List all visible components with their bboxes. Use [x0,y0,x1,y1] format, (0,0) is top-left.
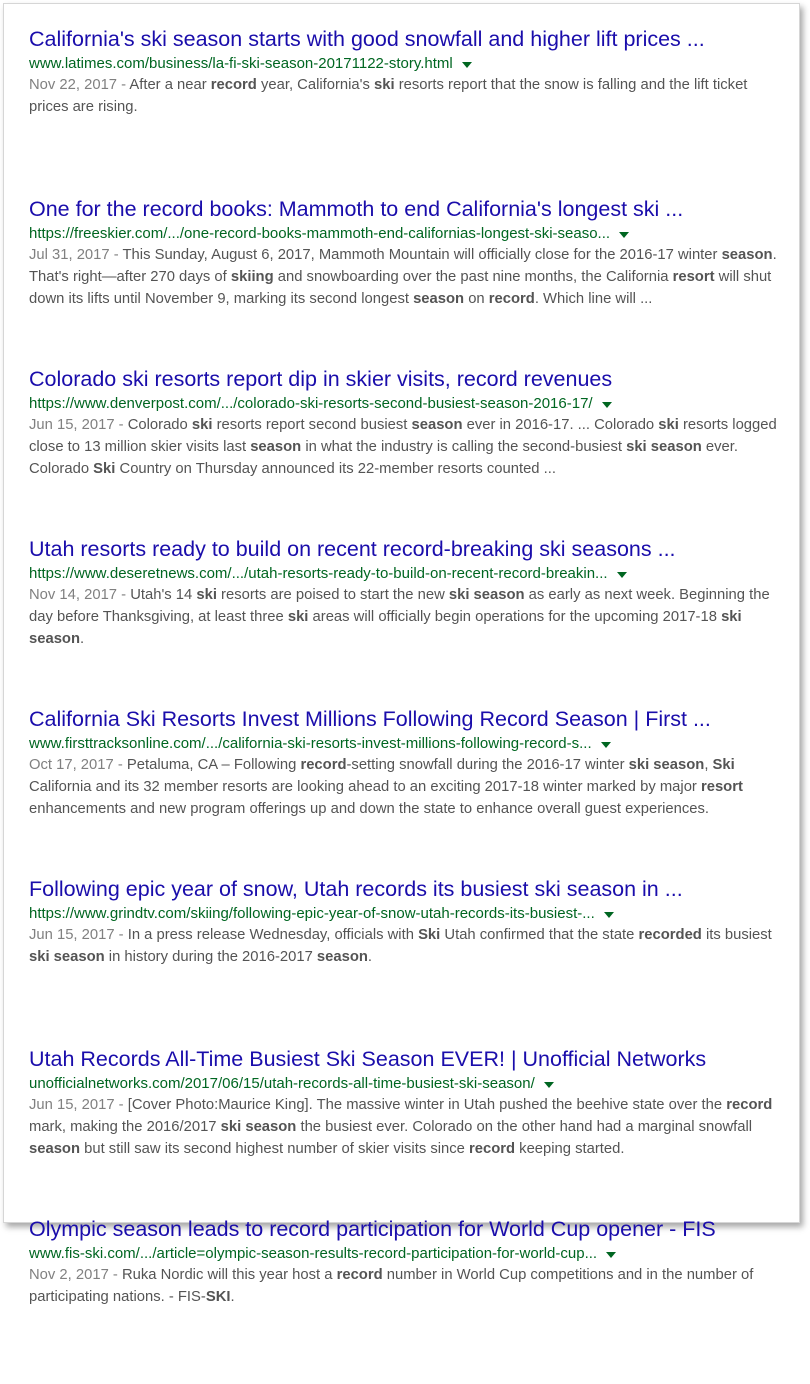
snippet-text: enhancements and new program offerings up and down the state to enhance overall guest experiences. [29,801,710,817]
snippet-text: After a near [129,77,211,93]
result-title-link[interactable]: California Ski Resorts Invest Millions Following Record Season | First ... [29,707,711,731]
result-url[interactable]: unofficialnetworks.com/2017/06/15/utah-records-all-time-busiest-ski-season/ [29,1075,535,1092]
result-url[interactable]: https://freeskier.com/.../one-record-books-mammoth-end-californias-longest-ski-seaso... [29,225,611,242]
snippet-text: resorts are poised to start the new [216,587,449,603]
result-date: Jun 15, 2017 - [29,1097,128,1113]
result-url-row [29,563,789,584]
snippet-text: Country on Thursday announced its 22-member resorts counted ... [115,461,556,477]
search-result [29,1214,789,1384]
result-date: Nov 2, 2017 - [29,1267,122,1283]
snippet-highlight: ski [196,587,217,603]
snippet-text: in what the industry is calling the second-busiest [301,439,627,455]
result-title-link[interactable]: Colorado ski resorts report dip in skier visits, record revenues [29,367,613,391]
snippet-text: [Cover Photo:Maurice King]. The massive winter in Utah pushed the beehive state over the [127,1097,727,1113]
result-url-row [29,223,789,244]
result-url-row [29,903,789,924]
snippet-text: In a press release Wednesday, officials with [127,927,419,943]
snippet-highlight: ski [287,609,309,625]
snippet-text: . [80,631,85,647]
search-result [29,364,789,534]
snippet-text: Ruka Nordic will this year host a [121,1267,337,1283]
snippet-highlight: Ski [418,927,441,943]
snippet-highlight: Ski [712,757,735,773]
snippet-text: . That's right—after 270 days of [29,247,777,285]
dropdown-arrow-icon[interactable] [617,572,627,578]
dropdown-arrow-icon[interactable] [606,1252,616,1258]
result-title-link[interactable]: One for the record books: Mammoth to end California's longest ski ... [29,197,684,221]
snippet-highlight: record [469,1141,516,1157]
snippet-highlight: ski [374,77,395,93]
snippet-text: the busiest ever. Colorado on the other hand had a marginal snowfall [296,1119,753,1135]
snippet-highlight: ski season [628,757,705,773]
snippet-highlight: ski season [626,439,702,455]
search-result [29,1044,789,1214]
result-snippet [29,754,789,820]
result-snippet [29,584,789,650]
snippet-text: but still saw its second highest number of skier visits since [80,1141,469,1157]
snippet-highlight: resort [700,779,743,795]
snippet-text: California and its 32 member resorts are looking ahead to an exciting 2017-18 winter marked by major [29,779,701,795]
snippet-text: Petaluma, CA – Following [126,757,301,773]
snippet-highlight: Ski [93,461,116,477]
snippet-highlight: recorded [638,927,702,943]
result-date: Nov 22, 2017 - [29,77,130,93]
snippet-text: mark, making the 2016/2017 [29,1119,221,1135]
dropdown-arrow-icon[interactable] [544,1082,554,1088]
result-date: Nov 14, 2017 - [29,587,131,603]
snippet-highlight: season [413,291,465,307]
snippet-text: on [464,291,489,307]
result-date: Jul 31, 2017 - [29,247,123,263]
result-snippet [29,1094,789,1160]
snippet-text: keeping started. [515,1141,625,1157]
snippet-text: , [704,757,713,773]
snippet-text: its busiest [701,927,772,943]
results-list [29,24,789,1384]
snippet-highlight: season [721,247,773,263]
snippet-highlight: resort [672,269,715,285]
result-url-row [29,53,789,74]
result-url[interactable]: www.firsttracksonline.com/.../california-ski-resorts-invest-millions-following-record-s... [29,735,592,752]
dropdown-arrow-icon[interactable] [462,62,472,68]
snippet-text: resorts report second busiest [212,417,412,433]
snippet-text: number in World Cup competitions and in the number of participating nations. - FIS- [29,1267,754,1305]
snippet-text: resorts report that the snow is falling and the lift ticket prices are rising. [29,77,748,115]
search-result [29,24,789,194]
snippet-text: Colorado [127,417,192,433]
result-date: Jun 15, 2017 - [29,927,128,943]
snippet-text: areas will officially begin operations for the upcoming 2017-18 [308,609,722,625]
search-result [29,704,789,874]
search-result [29,874,789,1044]
snippet-highlight: season [29,1141,80,1157]
snippet-highlight: ski season [220,1119,297,1135]
snippet-highlight: ski [658,417,679,433]
snippet-highlight: SKI [205,1289,231,1305]
search-results-panel [3,3,800,1305]
snippet-text: . Which line will ... [534,291,653,307]
snippet-highlight: record [210,77,257,93]
snippet-text: Utah confirmed that the state [440,927,639,943]
snippet-highlight: ski [191,417,213,433]
snippet-highlight: season [411,417,463,433]
result-title-link[interactable]: Following epic year of snow, Utah records its busiest ski season in ... [29,877,683,901]
snippet-text: Utah's 14 [130,587,197,603]
result-snippet [29,924,789,968]
snippet-highlight: record [488,291,535,307]
result-snippet [29,414,789,480]
dropdown-arrow-icon[interactable] [602,402,612,408]
snippet-text: This Sunday, August 6, 2017, Mammoth Mountain will officially close for the 2016-17 winter [122,247,722,263]
search-result [29,194,789,364]
snippet-text: resorts logged close to 13 million skier visits last [29,417,777,455]
snippet-text: . [230,1289,235,1305]
result-url-row [29,733,789,754]
result-snippet [29,74,789,118]
snippet-text: . [367,949,373,965]
result-url[interactable]: https://www.grindtv.com/skiing/following-epic-year-of-snow-utah-records-its-busiest-... [29,905,595,922]
result-url-row [29,1073,789,1094]
snippet-text: year, California's [256,77,374,93]
snippet-text: will shut down its lifts until November 9, marking its second longest [29,269,772,307]
snippet-highlight: record [336,1267,383,1283]
snippet-highlight: record [300,757,347,773]
snippet-highlight: season [316,949,368,965]
snippet-highlight: ski season [448,587,525,603]
snippet-text: -setting snowfall during the 2016-17 winter [346,757,629,773]
snippet-text: ever in 2016-17. ... Colorado [462,417,659,433]
dropdown-arrow-icon[interactable] [601,742,611,748]
snippet-text: as early as next week. Beginning the day before Thanksgiving, at least three [29,587,770,625]
result-title-link[interactable]: Utah Records All-Time Busiest Ski Season EVER! | Unofficial Networks [29,1047,707,1071]
result-snippet [29,1264,789,1308]
search-result [29,534,789,704]
result-title-link[interactable]: Olympic season leads to record participation for World Cup opener - FIS [29,1217,716,1241]
snippet-highlight: record [726,1097,773,1113]
result-date: Oct 17, 2017 - [29,757,127,773]
result-title-link[interactable]: California's ski season starts with good snowfall and higher lift prices ... [29,27,705,51]
snippet-highlight: season [250,439,302,455]
result-snippet [29,244,789,310]
snippet-text: in history during the 2016-2017 [104,949,317,965]
snippet-highlight: ski season [29,609,742,647]
result-url[interactable]: www.fis-ski.com/.../article=olympic-season-results-record-participation-for-world-cup... [29,1245,598,1262]
snippet-highlight: ski season [29,949,105,965]
result-url[interactable]: www.latimes.com/business/la-fi-ski-season-20171122-story.html [29,55,453,72]
result-url[interactable]: https://www.deseretnews.com/.../utah-resorts-ready-to-build-on-recent-record-breakin... [29,565,608,582]
dropdown-arrow-icon[interactable] [604,912,614,918]
dropdown-arrow-icon[interactable] [619,232,629,238]
snippet-text: ever. Colorado [29,439,738,477]
result-date: Jun 15, 2017 - [29,417,128,433]
result-url-row [29,1243,789,1264]
result-url-row [29,393,789,414]
snippet-highlight: skiing [230,269,274,285]
snippet-text: and snowboarding over the past nine months, the California [273,269,673,285]
result-url[interactable]: https://www.denverpost.com/.../colorado-ski-resorts-second-busiest-season-2016-17/ [29,395,593,412]
result-title-link[interactable]: Utah resorts ready to build on recent record-breaking ski seasons ... [29,537,676,561]
